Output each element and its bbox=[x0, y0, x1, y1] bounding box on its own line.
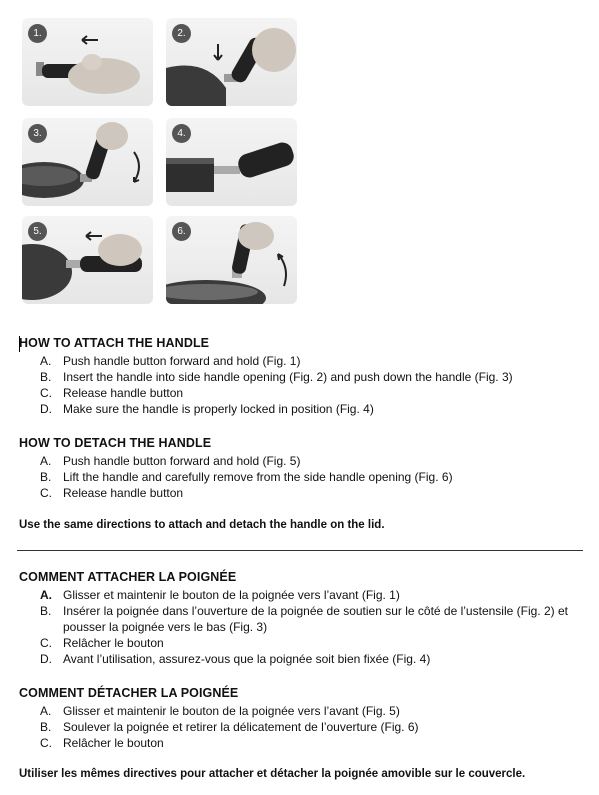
fr-lid-note: Utiliser les mêmes directives pour attacher et détacher la poignée amovible sur le couvercle. bbox=[19, 768, 526, 780]
list-item bbox=[19, 703, 594, 719]
list-item bbox=[19, 485, 594, 501]
en-detach-section bbox=[19, 436, 594, 501]
list-item bbox=[19, 469, 594, 485]
figure-6 bbox=[166, 216, 297, 304]
figure-number: 4. bbox=[172, 124, 191, 143]
instruction-figures bbox=[22, 18, 297, 304]
figure-1 bbox=[22, 18, 153, 106]
step-letter: A. bbox=[40, 354, 52, 368]
fr-attach-section bbox=[19, 570, 594, 667]
list-item bbox=[19, 735, 594, 751]
step-letter: B. bbox=[40, 470, 52, 484]
fr-attach-steps bbox=[19, 587, 594, 667]
step-text: Relâcher le bouton bbox=[63, 636, 164, 650]
list-item bbox=[19, 385, 594, 401]
figure-5 bbox=[22, 216, 153, 304]
figure-number: 2. bbox=[172, 24, 191, 43]
en-detach-steps bbox=[19, 453, 594, 501]
figure-4 bbox=[166, 118, 297, 206]
step-letter: C. bbox=[40, 486, 52, 500]
step-text: Insert the handle into side handle opening (Fig. 2) and push down the handle (Fig. 3) bbox=[63, 370, 513, 384]
figure-number: 5. bbox=[28, 222, 47, 241]
step-text: Lift the handle and carefully remove from the side handle opening (Fig. 6) bbox=[63, 470, 453, 484]
list-item bbox=[19, 719, 594, 735]
step-text: Push handle button forward and hold (Fig. 5) bbox=[63, 454, 301, 468]
step-letter: C. bbox=[40, 736, 52, 750]
section-divider bbox=[17, 550, 583, 551]
step-letter: C. bbox=[40, 636, 52, 650]
list-item bbox=[19, 603, 594, 635]
step-letter: C. bbox=[40, 386, 52, 400]
step-text: Relâcher le bouton bbox=[63, 736, 164, 750]
fr-detach-steps bbox=[19, 703, 594, 751]
step-letter: D. bbox=[40, 402, 52, 416]
step-letter: B. bbox=[40, 720, 52, 734]
list-item bbox=[19, 369, 594, 385]
list-item bbox=[19, 651, 594, 667]
step-text: Soulever la poignée et retirer la délicatement de l’ouverture (Fig. 6) bbox=[63, 720, 419, 734]
step-text: Insérer la poignée dans l’ouverture de la poignée de soutien sur le côté de l’ustensile (Fig. 2) et pousser la poignée vers le bas (Fig. 3) bbox=[63, 604, 568, 634]
step-text: Avant l’utilisation, assurez-vous que la poignée soit bien fixée (Fig. 4) bbox=[63, 652, 431, 666]
figure-3 bbox=[22, 118, 153, 206]
step-text: Release handle button bbox=[63, 386, 184, 400]
list-item bbox=[19, 635, 594, 651]
step-letter: D. bbox=[40, 652, 52, 666]
step-text: Make sure the handle is properly locked in position (Fig. 4) bbox=[63, 402, 374, 416]
list-item bbox=[19, 401, 594, 417]
section-heading: HOW TO DETACH THE HANDLE bbox=[19, 436, 212, 450]
step-letter: A. bbox=[40, 454, 52, 468]
step-letter: A. bbox=[40, 704, 52, 718]
list-item bbox=[19, 587, 594, 603]
step-text: Push handle button forward and hold (Fig. 1) bbox=[63, 354, 301, 368]
list-item bbox=[19, 453, 594, 469]
step-text: Glisser et maintenir le bouton de la poignée vers l’avant (Fig. 5) bbox=[63, 704, 400, 718]
section-heading: HOW TO ATTACH THE HANDLE bbox=[19, 336, 210, 350]
step-letter: B. bbox=[40, 370, 52, 384]
step-letter: B. bbox=[40, 604, 52, 618]
fr-detach-section bbox=[19, 686, 594, 751]
step-text: Glisser et maintenir le bouton de la poignée vers l’avant (Fig. 1) bbox=[63, 588, 400, 602]
en-attach-section bbox=[19, 336, 594, 417]
step-text: Release handle button bbox=[63, 486, 184, 500]
figure-number: 6. bbox=[172, 222, 191, 241]
section-heading: COMMENT DÉTACHER LA POIGNÉE bbox=[19, 686, 239, 700]
section-heading: COMMENT ATTACHER LA POIGNÉE bbox=[19, 570, 237, 584]
figure-2 bbox=[166, 18, 297, 106]
list-item bbox=[19, 353, 594, 369]
step-letter: A. bbox=[40, 588, 52, 602]
figure-number: 1. bbox=[28, 24, 47, 43]
en-attach-steps bbox=[19, 353, 594, 417]
en-lid-note: Use the same directions to attach and detach the handle on the lid. bbox=[19, 519, 385, 531]
figure-number: 3. bbox=[28, 124, 47, 143]
